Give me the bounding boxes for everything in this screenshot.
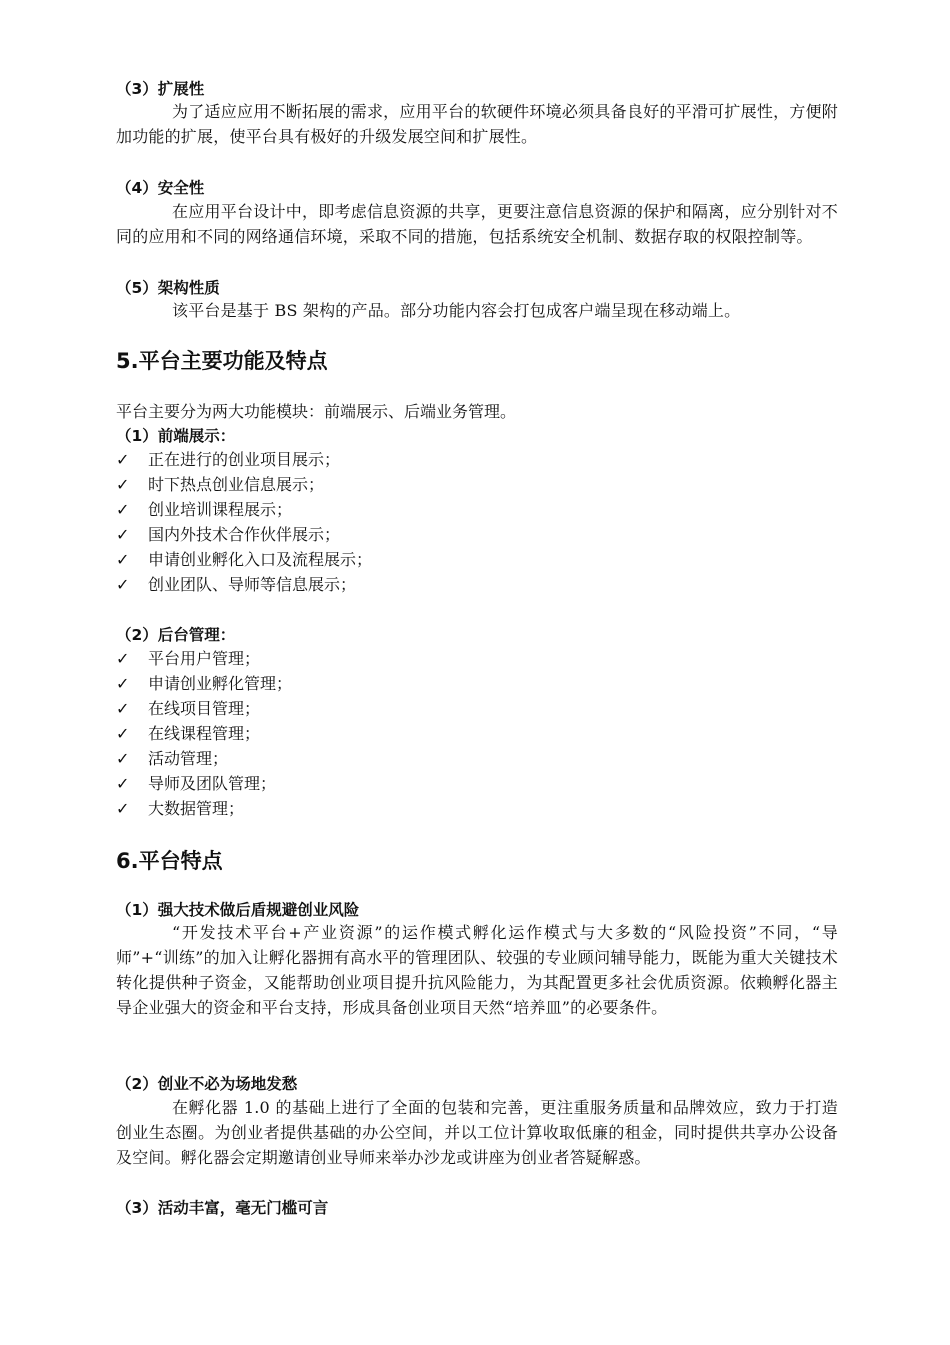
heading-architecture: （5）架构性质	[116, 279, 220, 297]
para-feature-1: “开发技术平台+产业资源”的运作模式孵化运作模式与大多数的“风险投资”不同，“导师”+“训练”的加入让孵化器拥有高水平的管理团队、较强的专业顾问辅导能力，既能为重大关键技术转化提供种子资金，又能帮助创业项目提升抗风险能力，为其配置更多社会优质资源。依赖孵化器主导企业强大的资金和平台支持，形成具备创业项目天然“培养皿”的必要条件。	[116, 923, 838, 1017]
heading-backend: （2）后台管理：	[116, 626, 236, 644]
check-icon: ✓	[116, 774, 130, 793]
heading-frontend: （1）前端展示：	[116, 427, 236, 445]
para-security: 在应用平台设计中，即考虑信息资源的共享，更要注意信息资源的保护和隔离，应分别针对不同的应用和不同的网络通信环境，采取不同的措施，包括系统安全机制、数据存取的权限控制等。	[116, 202, 838, 246]
check-icon: ✓	[116, 649, 130, 668]
list-item: ✓ 平台用户管理；	[116, 646, 292, 671]
check-icon: ✓	[116, 749, 130, 768]
list-item: ✓ 在线课程管理；	[116, 721, 292, 746]
para-feature-2: 在孵化器 1.0 的基础上进行了全面的包装和完善，更注重服务质量和品牌效应，致力于打造创业生态圈。为创业者提供基础的办公空间，并以工位计算收取低廉的租金，同时提供共享办公设备及空间。孵化器会定期邀请创业导师来举办沙龙或讲座为创业者答疑解惑。	[116, 1098, 838, 1167]
list-item: ✓ 申请创业孵化入口及流程展示；	[116, 547, 372, 572]
check-icon: ✓	[116, 674, 130, 693]
intro-text: 平台主要分为两大功能模块：前端展示、后端业务管理。	[116, 402, 517, 421]
list-item: ✓ 活动管理；	[116, 746, 292, 771]
frontend-list	[116, 447, 372, 597]
check-icon: ✓	[116, 799, 130, 818]
list-item: ✓ 在线项目管理；	[116, 696, 292, 721]
list-item: ✓ 时下热点创业信息展示；	[116, 472, 372, 497]
list-item: ✓ 大数据管理；	[116, 796, 292, 821]
check-icon: ✓	[116, 525, 130, 544]
check-icon: ✓	[116, 575, 130, 594]
list-item: ✓ 创业培训课程展示；	[116, 497, 372, 522]
check-icon: ✓	[116, 475, 130, 494]
list-item: ✓ 导师及团队管理；	[116, 771, 292, 796]
heading-security: （4）安全性	[116, 179, 205, 197]
heading-feature-2: （2）创业不必为场地发愁	[116, 1075, 298, 1093]
section-title-6: 6.平台特点	[116, 849, 223, 873]
list-item: ✓ 创业团队、导师等信息展示；	[116, 572, 372, 597]
list-item: ✓ 国内外技术合作伙伴展示；	[116, 522, 372, 547]
section-title-5: 5.平台主要功能及特点	[116, 349, 328, 373]
check-icon: ✓	[116, 500, 130, 519]
heading-feature-1: （1）强大技术做后盾规避创业风险	[116, 901, 360, 919]
check-icon: ✓	[116, 450, 130, 469]
check-icon: ✓	[116, 699, 130, 718]
list-item: ✓ 正在进行的创业项目展示；	[116, 447, 372, 472]
list-item: ✓ 申请创业孵化管理；	[116, 671, 292, 696]
para-scalability: 为了适应应用不断拓展的需求，应用平台的软硬件环境必须具备良好的平滑可扩展性，方便附加功能的扩展，使平台具有极好的升级发展空间和扩展性。	[116, 102, 838, 146]
heading-scalability: （3）扩展性	[116, 80, 205, 98]
para-architecture: 该平台是基于 BS 架构的产品。部分功能内容会打包成客户端呈现在移动端上。	[172, 301, 741, 320]
check-icon: ✓	[116, 550, 130, 569]
heading-feature-3: （3）活动丰富，毫无门槛可言	[116, 1199, 329, 1217]
backend-list	[116, 646, 292, 821]
check-icon: ✓	[116, 724, 130, 743]
